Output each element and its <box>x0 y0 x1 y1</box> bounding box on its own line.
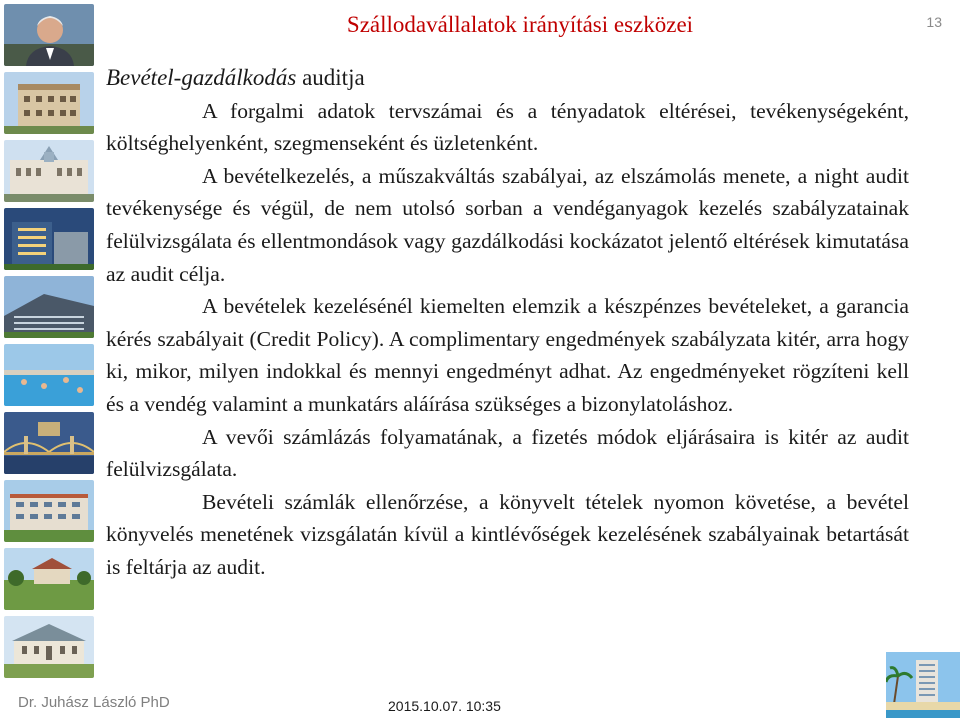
countryside-photo-icon <box>4 548 94 610</box>
beach-hotel-photo-icon <box>886 652 960 718</box>
paragraph-5: Bevételi számlák ellenőrzése, a könyvelt tételek nyomon követése, a bevétel könyvelés menetének vizsgálatán kívül a kintlévőségek kezelésének szabályainak betartását is feltárja az audit. <box>106 489 909 579</box>
slide-number: 13 <box>926 14 942 30</box>
paragraph-1: A forgalmi adatok tervszámai és a tényadatok eltérései, tevékenységeként, költséghelyenként, szegmenseként és üzletenként. <box>106 98 909 156</box>
pool-photo-icon <box>4 344 94 406</box>
paragraph-3: A bevételek kezelésénél kiemelten elemzik a készpénzes bevételeket, a garancia kérés szabályait (Credit Policy). A complimentary engedmények szabályzata kitér, arra hogy ki, mikor, milyen indokkal és mennyi engedményt adhat. Az engedményeket rögzíteni kell és a vendég valamint a munkatárs aláírása szükséges a bizonylatoláshoz. <box>106 294 909 416</box>
conference-hotel-photo-icon <box>4 208 94 270</box>
footer-date: 2015.10.07. 10:35 <box>388 698 501 714</box>
manor-photo-icon <box>4 616 94 678</box>
slide-title: Szállodavállalatok irányítási eszközei <box>346 12 694 37</box>
heading-emphasis: Bevétel-gazdálkodás <box>106 65 297 90</box>
paragraph-4: A vevői számlázás folyamatának, a fizetés módok eljárásaira is kitér az audit felülvizsgálata. <box>106 424 909 482</box>
photo-sidebar <box>0 0 96 718</box>
paragraph-2: A bevételkezelés, a műszakváltás szabályai, az elszámolás menete, a night audit tevékenysége és végül, de nem utolsó sorban a vendéganyagok kezelés szabályzatainak felülvizsgálata és ellentmondások vagy gazdálkodási kockázatot jelentő eltérések kimutatása az audit célja. <box>106 163 909 286</box>
bridge-photo-icon <box>4 412 94 474</box>
palace-hotel-photo-icon <box>4 140 94 202</box>
resort-photo-icon <box>4 480 94 542</box>
hotel-photo-icon <box>4 72 94 134</box>
modern-hotel-photo-icon <box>4 276 94 338</box>
section-heading <box>106 62 909 95</box>
footer-author: Dr. Juhász László PhD <box>18 694 170 711</box>
heading-rest: auditja <box>296 65 365 90</box>
slide-body <box>106 62 909 584</box>
portrait-photo-icon <box>4 4 94 66</box>
